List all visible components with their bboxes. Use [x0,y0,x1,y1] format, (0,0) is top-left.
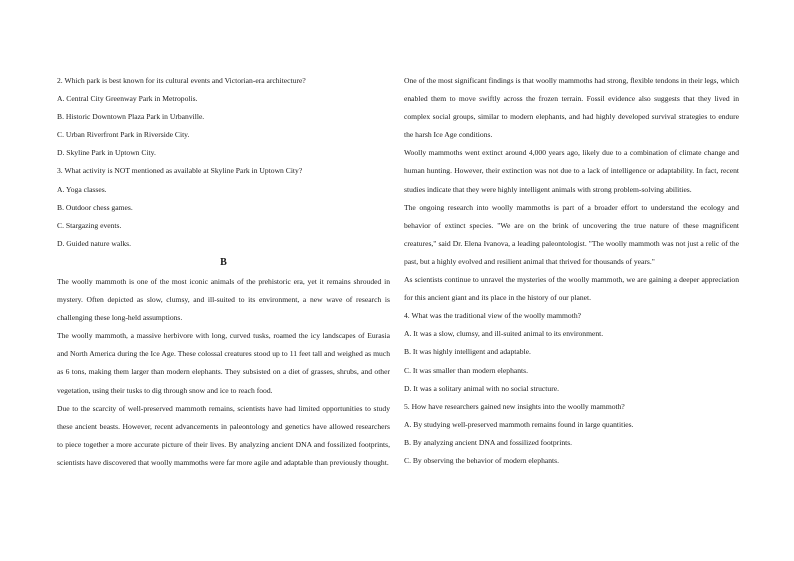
question-5-option-c: C. By observing the behavior of modern elephants. [404,455,560,465]
question-5: 5. How have researchers gained new insights into the woolly mammoth? [404,401,625,411]
question-5-option-b: B. By analyzing ancient DNA and fossilized footprints. [404,437,573,447]
passage-paragraph: The woolly mammoth is one of the most iconic animals of the prehistoric era, yet it remains shrouded in mystery. Often depicted as slow, clumsy, and ill-suited to its environment, a new wave of research is challenging these long-held assumptions. [57,276,390,323]
question-2-option-c: C. Urban Riverfront Park in Riverside City. [57,130,190,140]
question-2-option-a: A. Central City Greenway Park in Metropolis. [57,94,198,104]
passage-paragraph: One of the most significant findings is that woolly mammoths had strong, flexible tendons in their legs, which enabled them to move swiftly across the frozen terrain. Fossil evidence also suggests that they lived in complex social groups, similar to modern elephants, and had highly developed survival strategies to endure the harsh Ice Age conditions. [404,76,739,140]
question-5-option-a: A. By studying well-preserved mammoth remains found in large quantities. [404,419,634,429]
question-4-option-b: B. It was highly intelligent and adaptable. [404,347,531,357]
passage-paragraph: As scientists continue to unravel the mysteries of the woolly mammoth, we are gaining a deeper appreciation for this ancient giant and its place in the history of our planet. [404,275,739,303]
passage-paragraph: The ongoing research into woolly mammoths is part of a broader effort to understand the ecology and behavior of extinct species. "We are on the brink of uncovering the true nature of these magnificent creatures," said Dr. Elena Ivanova, a leading paleontologist. "The woolly mammoth was not just a relic of the past, but a highly evolved and resilient animal that thrived for thousands of years." [404,202,739,266]
question-4-option-c: C. It was smaller than modern elephants. [404,365,528,375]
section-heading: B [220,256,227,268]
passage-paragraph: Due to the scarcity of well-preserved mammoth remains, scientists have had limited opportunities to study these ancient beasts. However, recent advancements in paleontology and genetics have allowed researchers to piece together a more accurate picture of their lives. By analyzing ancient DNA and fossilized footprints, scientists have discovered that woolly mammoths were far more agile and adaptable than previously thought. [57,403,390,467]
passage-paragraph: The woolly mammoth, a massive herbivore with long, curved tusks, roamed the icy landscapes of Eurasia and North America during the Ice Age. These colossal creatures stood up to 11 feet tall and weighed as much as 6 tons, making them larger than modern elephants. They subsisted on a diet of grasses, shrubs, and other vegetation, using their tusks to dig through snow and ice to reach food. [57,331,390,395]
question-2-option-b: B. Historic Downtown Plaza Park in Urbanville. [57,112,205,122]
question-4-option-d: D. It was a solitary animal with no social structure. [404,383,560,393]
question-3: 3. What activity is NOT mentioned as available at Skyline Park in Uptown City? [57,166,303,176]
question-2: 2. Which park is best known for its cultural events and Victorian-era architecture? [57,76,306,85]
question-3-option-c: C. Stargazing events. [57,220,122,230]
right-column [404,72,739,470]
left-column [57,72,390,472]
question-4-option-a: A. It was a slow, clumsy, and ill-suited animal to its environment. [404,329,604,339]
passage-paragraph: Woolly mammoths went extinct around 4,000 years ago, likely due to a combination of climate change and human hunting. However, their extinction was not due to a lack of intelligence or adaptability. In fact, recent studies indicate that they were highly intelligent animals with strong problem-solving abilities. [404,148,739,194]
question-3-option-b: B. Outdoor chess games. [57,202,133,212]
question-4: 4. What was the traditional view of the woolly mammoth? [404,311,582,321]
question-3-option-d: D. Guided nature walks. [57,238,132,248]
question-3-option-a: A. Yoga classes. [57,184,107,194]
question-2-option-d: D. Skyline Park in Uptown City. [57,148,156,158]
